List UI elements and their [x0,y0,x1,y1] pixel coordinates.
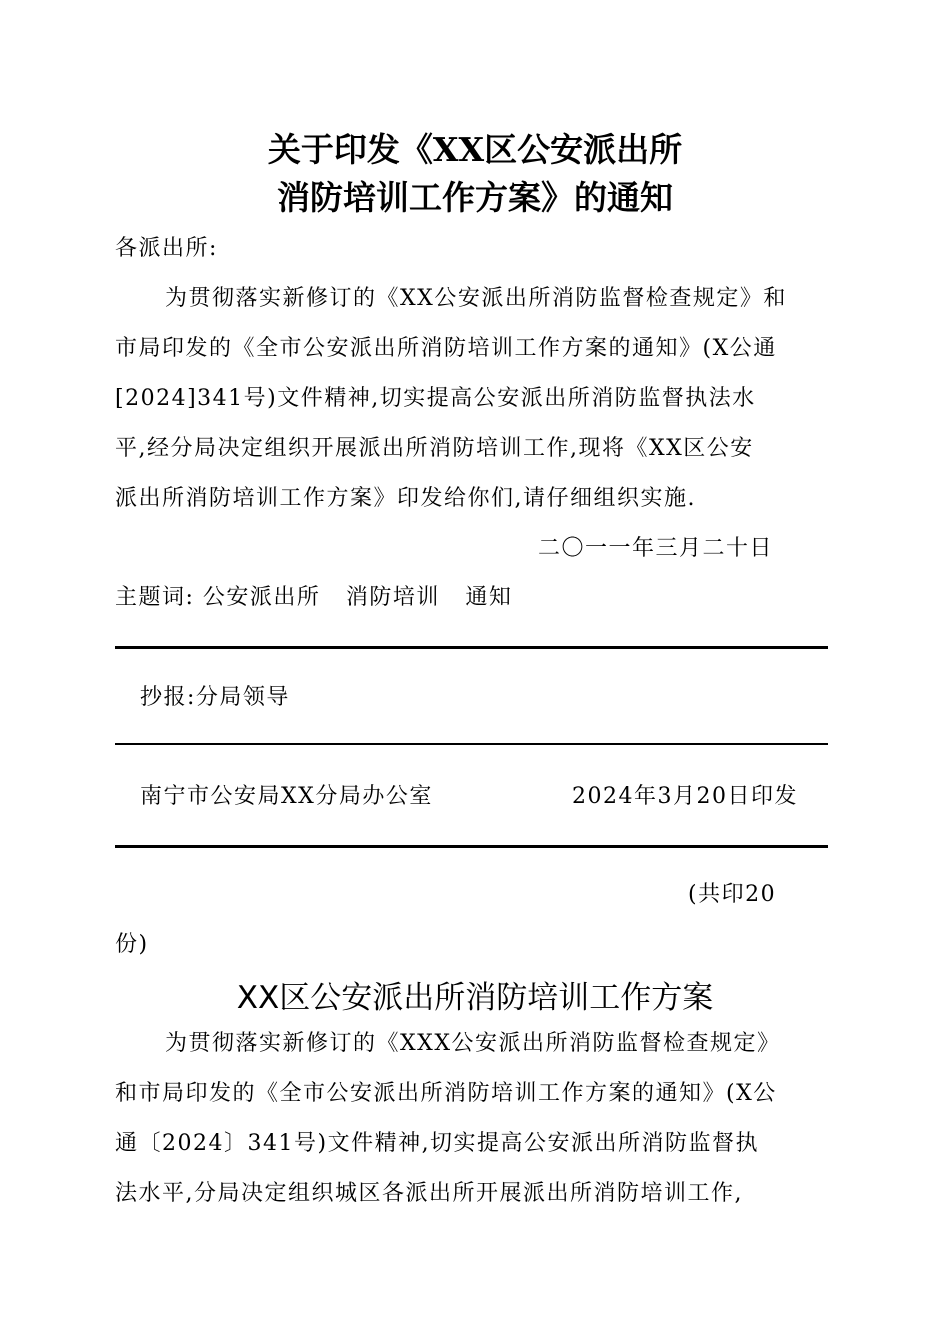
keywords: 主题词: 公安派出所 消防培训 通知 [115,585,513,610]
notice-body-line: [2024]341号)文件精神,切实提高公安派出所消防监督执法水 [115,386,756,411]
divider-thick [115,845,828,848]
plan-title: XX区公安派出所消防培训工作方案 [236,980,714,1016]
divider-thin [115,743,828,745]
addressee: 各派出所: [115,236,218,261]
notice-date: 二〇一一年三月二十日 [538,536,774,561]
notice-title-line-2: 消防培训工作方案》的通知 [277,178,673,217]
plan-body-line: 和市局印发的《全市公安派出所消防培训工作方案的通知》(X公 [115,1081,777,1106]
copies-line-1: (共印20 [688,882,777,907]
plan-body-line: 法水平,分局决定组织城区各派出所开展派出所消防培训工作, [115,1181,743,1206]
notice-body-line: 平,经分局决定组织开展派出所消防培训工作,现将《XX区公安 [115,436,754,461]
plan-body-line: 通〔2024〕341号)文件精神,切实提高公安派出所消防监督执 [115,1131,760,1156]
plan-body-line: 为贯彻落实新修订的《XXX公安派出所消防监督检查规定》 [165,1031,781,1056]
notice-body-line: 市局印发的《全市公安派出所消防培训工作方案的通知》(X公通 [115,336,777,361]
issue-date: 2024年3月20日印发 [572,784,798,809]
cc-line: 抄报:分局领导 [140,685,290,710]
copies-line-2: 份) [115,932,149,957]
issuer: 南宁市公安局XX分局办公室 [140,784,433,809]
notice-body-line: 为贯彻落实新修订的《XX公安派出所消防监督检查规定》和 [165,286,787,311]
notice-body-line: 派出所消防培训工作方案》印发给你们,请仔细组织实施. [115,486,696,511]
divider-thick [115,646,828,649]
notice-title-line-1: 关于印发《XX区公安派出所 [267,130,683,169]
